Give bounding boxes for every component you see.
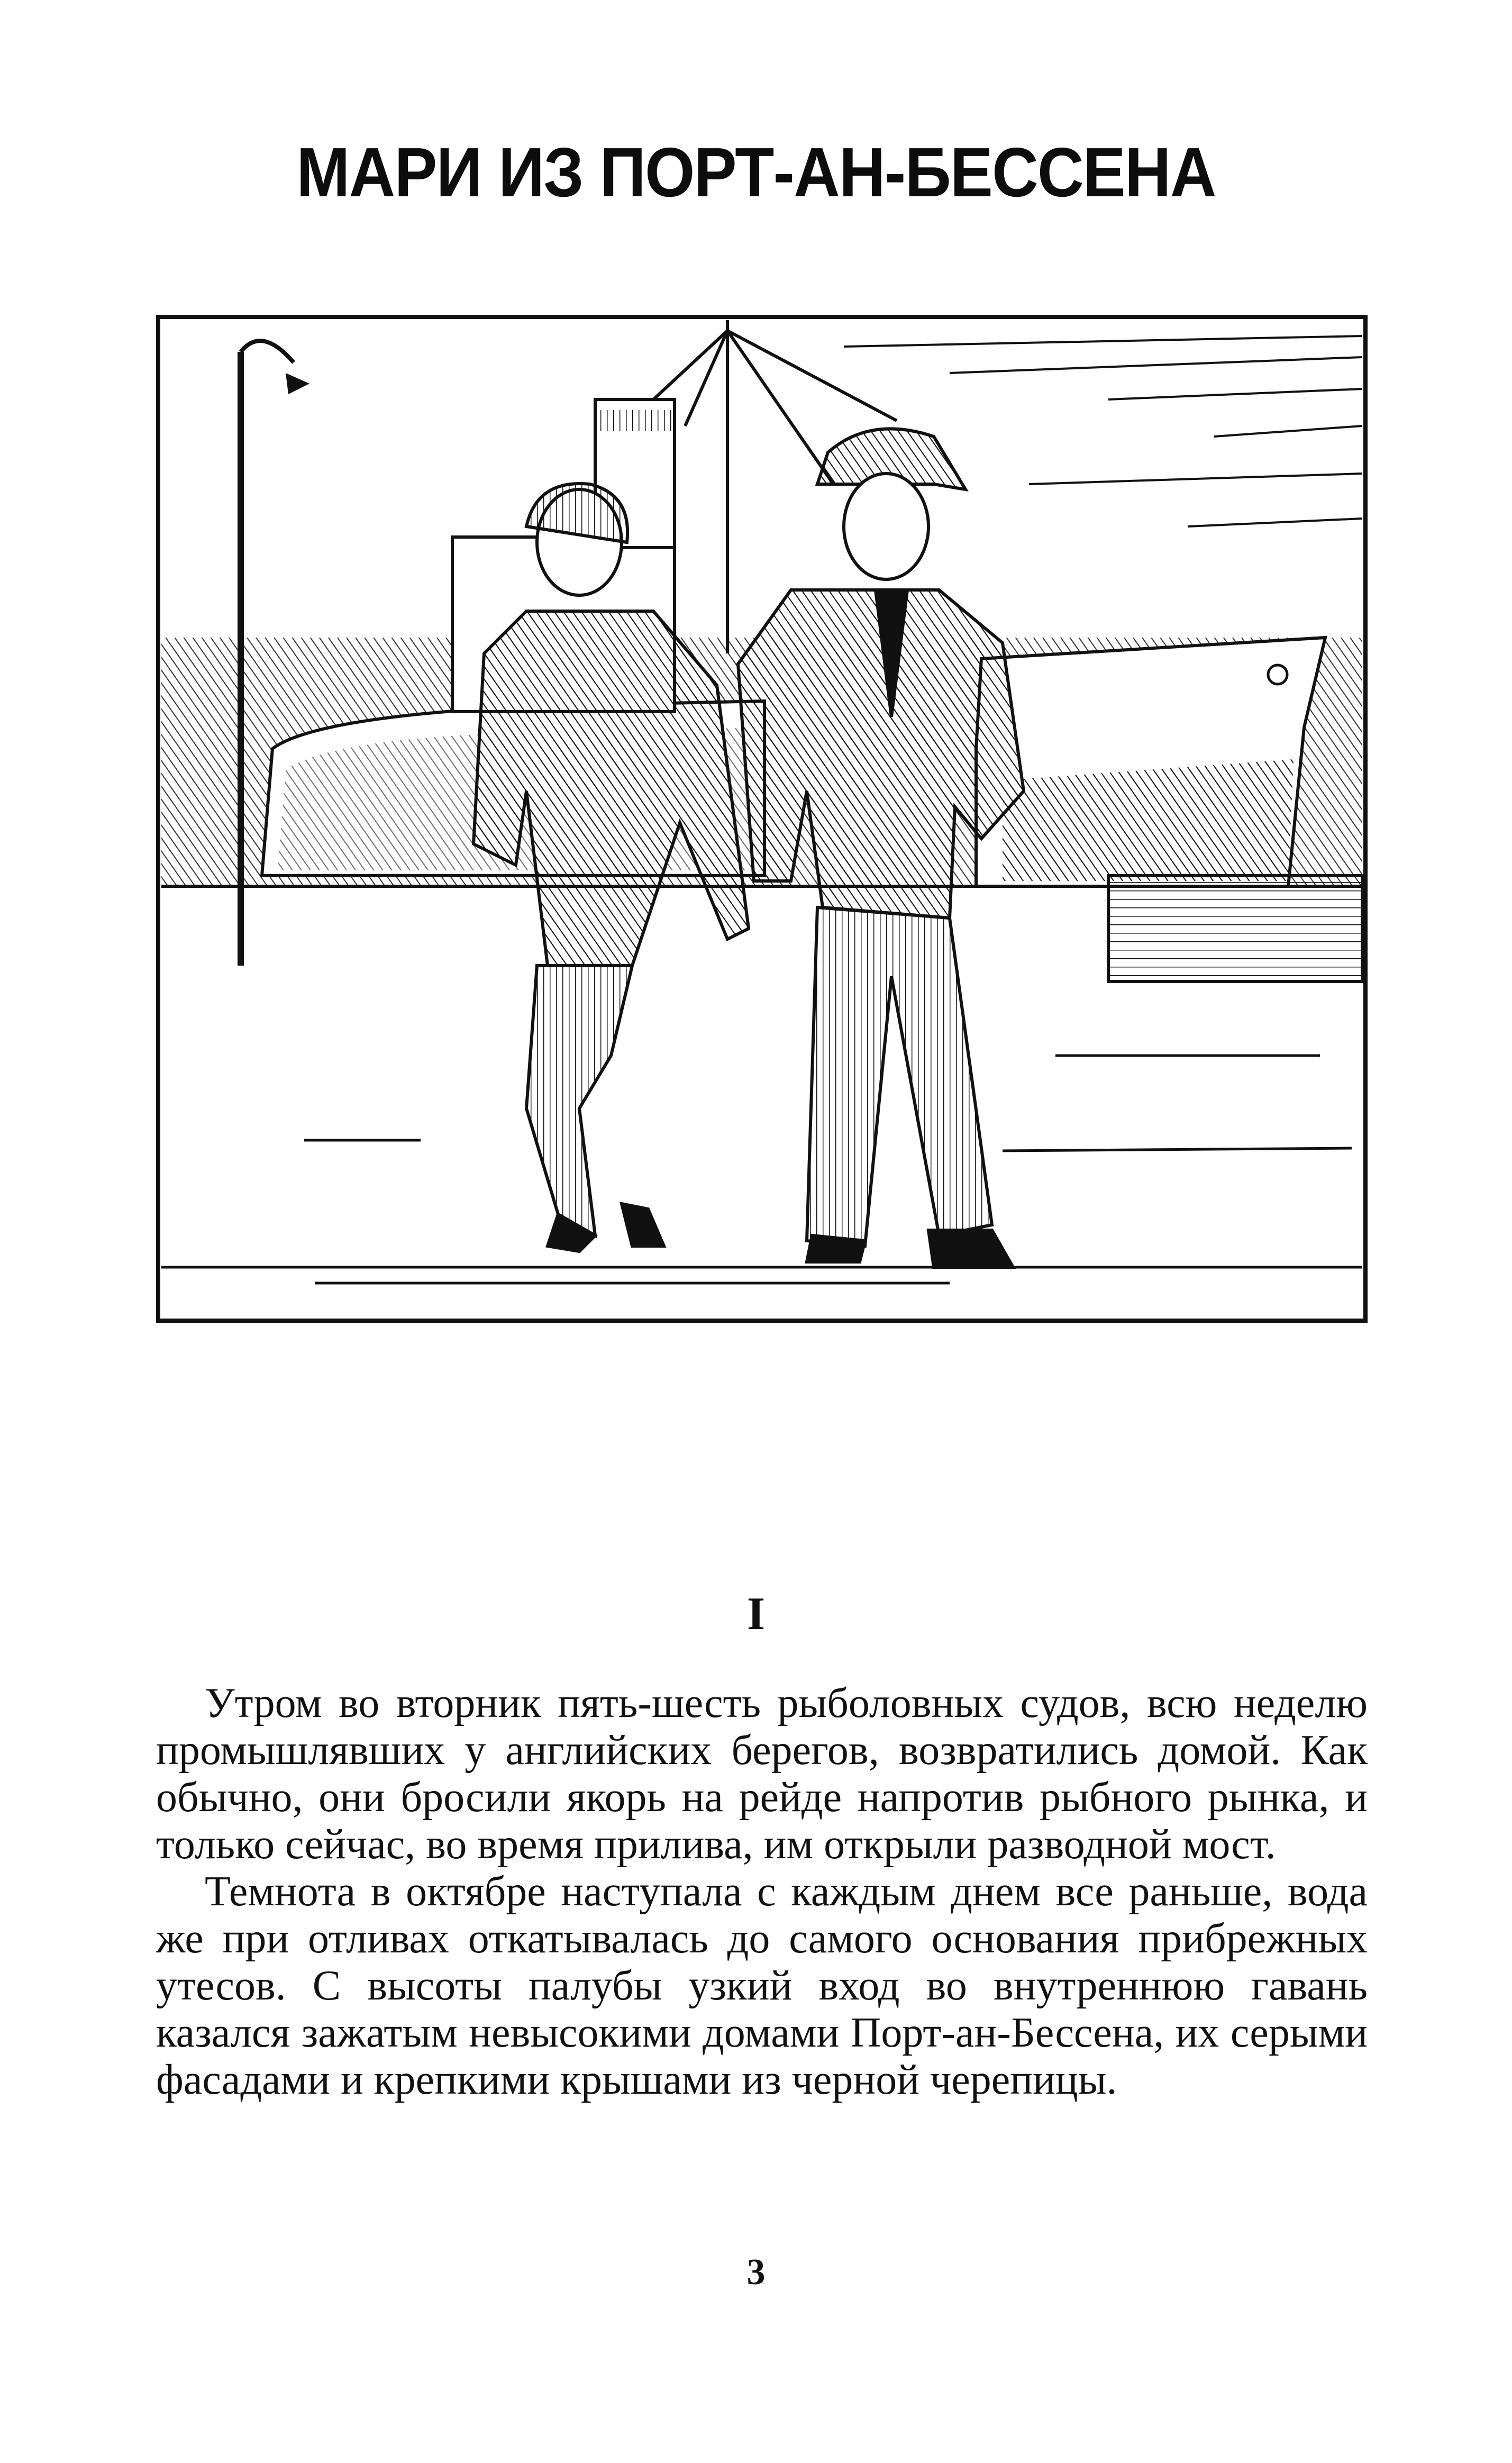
paragraph: Темнота в октябре наступала с каждым днем все раньше, вода же при отливах откатывалась до самого основания прибрежных утесов. С высоты палубы узкий вход во внутреннюю гавань казался зажатым невысокими домами Порт-ан-Бессена, их серыми фасадами и крепкими крышами из черной черепицы.: [156, 1868, 1368, 2103]
paragraph: Утром во вторник пять-шесть рыболовных судов, всю неделю промышлявших у английских берегов, возвратились домой. Как обычно, они бросили якорь на рейде напротив рыбного рынка, и только сейчас, во время прилива, им открыли разводной мост.: [156, 1680, 1368, 1868]
chapter-number: I: [746, 1588, 766, 1640]
chapter-body: [156, 1680, 1368, 2104]
page-number: 3: [746, 2252, 766, 2293]
harbor-illustration-icon: [156, 315, 1368, 1323]
chapter-title: МАРИ ИЗ ПОРТ-АН-БЕССЕНА: [296, 133, 1216, 211]
